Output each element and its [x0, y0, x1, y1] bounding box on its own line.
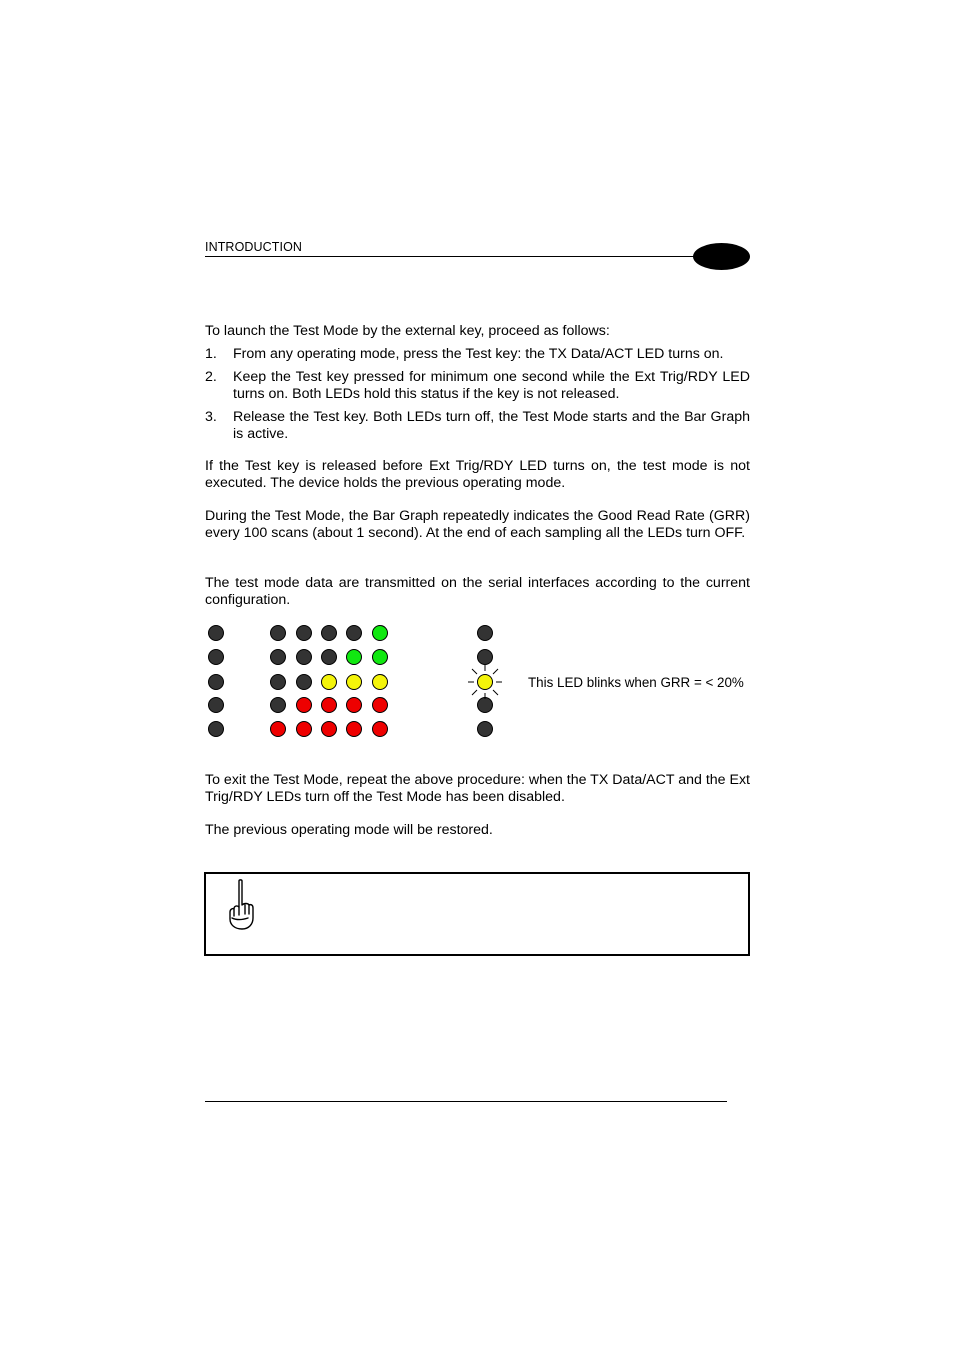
bar-graph-led-r4-c5 — [372, 697, 388, 713]
bar-graph-led-r3-c5 — [372, 674, 388, 690]
bar-graph-led-r1-c4 — [346, 625, 362, 641]
bar-graph-led-r5-c4 — [346, 721, 362, 737]
bar-graph-led-r5-c2 — [296, 721, 312, 737]
bar-graph-led-r1-c5 — [372, 625, 388, 641]
footer-rule — [205, 1101, 727, 1102]
step-text: Release the Test key. Both LEDs turn off, the Test Mode starts and the Bar Graph is active. — [233, 409, 750, 442]
exit-paragraph: To exit the Test Mode, repeat the above procedure: when the TX Data/ACT and the Ext Trig/RDY LEDs turn off the Test Mode has been disabled. — [205, 772, 750, 805]
header-rule — [205, 256, 695, 257]
bar-graph-led-r1-c3 — [321, 625, 337, 641]
status-led-1 — [208, 625, 224, 641]
intro-paragraph: To launch the Test Mode by the external key, proceed as follows: — [205, 323, 610, 339]
released-early-paragraph: If the Test key is released before Ext Trig/RDY LED turns on, the test mode is not executed. The device holds the previous operating mode. — [205, 458, 750, 491]
bar-graph-led-r2-c3 — [321, 649, 337, 665]
step-1 — [205, 346, 750, 363]
bar-graph-led-r5-c5 — [372, 721, 388, 737]
bar-graph-led-r5-c3 — [321, 721, 337, 737]
bar-graph-led-r2-c1 — [270, 649, 286, 665]
led-figure — [0, 0, 954, 1]
step-text: From any operating mode, press the Test key: the TX Data/ACT LED turns on. — [233, 346, 724, 362]
status-led-5 — [208, 721, 224, 737]
step-2 — [205, 369, 750, 402]
right-led-5 — [477, 721, 493, 737]
bar-graph-led-r2-c4 — [346, 649, 362, 665]
status-led-4 — [208, 697, 224, 713]
bar-graph-led-r5-c1 — [270, 721, 286, 737]
right-led-1 — [477, 625, 493, 641]
note-box — [204, 872, 750, 956]
step-text: Keep the Test key pressed for minimum one second while the Ext Trig/RDY LED turns on. Both LEDs hold this status if the key is not released. — [233, 369, 750, 402]
transmission-paragraph: The test mode data are transmitted on the serial interfaces according to the current configuration. — [205, 575, 750, 608]
bar-graph-led-r3-c2 — [296, 674, 312, 690]
step-number: 1. — [205, 346, 217, 362]
step-number: 2. — [205, 369, 217, 385]
chapter-tab — [693, 243, 750, 270]
status-led-2 — [208, 649, 224, 665]
bar-graph-led-r1-c1 — [270, 625, 286, 641]
bar-graph-led-r4-c2 — [296, 697, 312, 713]
step-number: 3. — [205, 409, 217, 425]
bar-graph-led-r1-c2 — [296, 625, 312, 641]
status-led-3 — [208, 674, 224, 690]
pointing-hand-icon — [226, 878, 256, 932]
blink-caption: This LED blinks when GRR = < 20% — [528, 675, 744, 690]
bar-graph-led-r4-c1 — [270, 697, 286, 713]
restore-paragraph: The previous operating mode will be restored. — [205, 822, 493, 838]
right-led-4 — [477, 697, 493, 713]
bar-graph-led-r3-c4 — [346, 674, 362, 690]
bar-graph-led-r3-c1 — [270, 674, 286, 690]
step-3 — [205, 409, 750, 442]
bar-graph-led-r4-c4 — [346, 697, 362, 713]
bar-graph-led-r2-c2 — [296, 649, 312, 665]
section-header: INTRODUCTION — [205, 240, 303, 254]
bar-graph-led-r4-c3 — [321, 697, 337, 713]
bar-graph-led-r3-c3 — [321, 674, 337, 690]
right-led-2 — [477, 649, 493, 665]
blink-rays-icon — [468, 665, 502, 699]
bar-graph-led-r2-c5 — [372, 649, 388, 665]
bar-graph-paragraph: During the Test Mode, the Bar Graph repeatedly indicates the Good Read Rate (GRR) every 100 scans (about 1 second). At the end of each sampling all the LEDs turn OFF. — [205, 508, 750, 541]
